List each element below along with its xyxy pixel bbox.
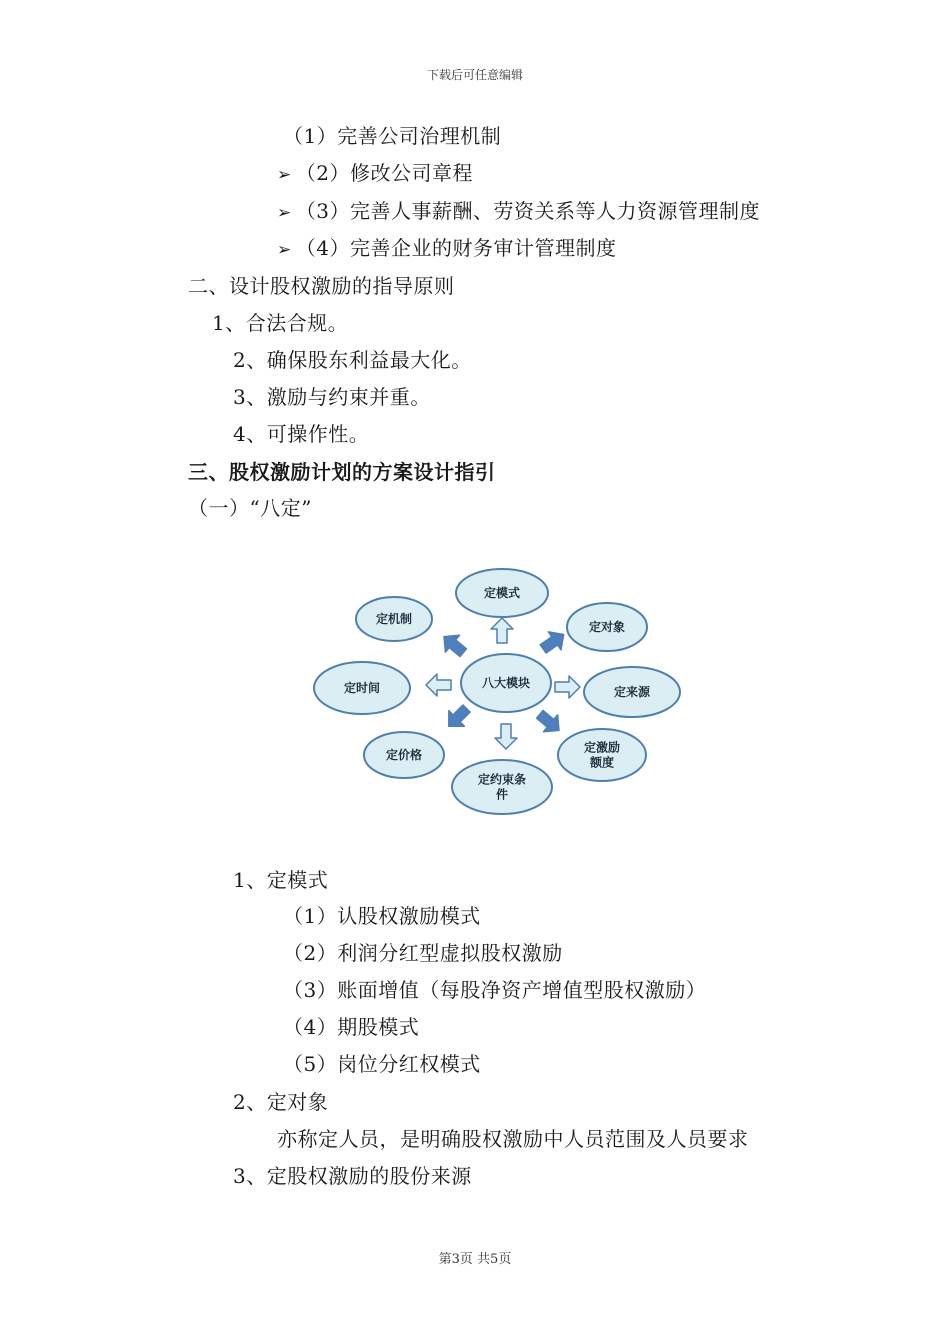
text-content: （4）期股模式 [283,1015,420,1039]
text-content: （2）利润分红型虚拟股权激励 [283,941,563,965]
text-content: （3）完善人事薪酬、劳资关系等人力资源管理制度 [295,199,760,223]
bullet-arrow-icon: ➢ [277,165,292,185]
text-line [283,976,706,1004]
node-condition-label: 定约束条 [477,772,527,787]
node-mechanism-label: 定机制 [375,612,413,626]
text-content: （3）账面增值（每股净资产增值型股权激励） [283,978,707,1002]
page-header: 下载后可任意编辑 [426,68,523,82]
text-line [283,902,481,930]
text-content: 1、定模式 [233,868,329,892]
arrow-amount-icon [533,706,566,739]
text-content: （一）“八定” [188,496,312,520]
arrow-mode-icon [491,618,513,643]
arrow-condition-icon [495,724,517,749]
arrow-source-icon [555,676,580,698]
text-content: 二、设计股权激励的指导原则 [188,274,455,298]
text-line [233,1162,472,1190]
arrow-mechanism-icon [437,628,470,661]
node-amount-label: 定激励 [583,740,621,755]
node-source-label: 定来源 [613,685,651,699]
text-content: （1）完善公司治理机制 [283,124,502,148]
node-time-label: 定时间 [343,681,381,695]
text-line [283,1050,481,1078]
text-line [233,383,431,411]
section-heading [188,458,496,486]
section-heading [188,272,455,300]
text-line [277,197,760,227]
text-content: 2、确保股东利益最大化。 [233,348,472,372]
text-content: 三、股权激励计划的方案设计指引 [188,460,496,484]
text-content: （5）岗位分红权模式 [283,1052,481,1076]
text-line [283,939,563,967]
node-object-label: 定对象 [588,620,626,634]
text-content: （1）认股权激励模式 [283,904,481,928]
text-line [233,420,369,448]
text-content: 2、定对象 [233,1090,329,1114]
arrow-object-icon [537,626,570,658]
arrow-price-icon [441,701,474,734]
node-amount-label: 额度 [589,755,615,770]
bullet-arrow-icon: ➢ [277,240,292,260]
text-content: （2）修改公司章程 [295,161,473,185]
text-line [233,346,472,374]
node-price-label: 定价格 [385,748,423,762]
text-content: 3、定股权激励的股份来源 [233,1164,472,1188]
subsection-heading [188,494,312,522]
text-content: 1、合法合规。 [212,311,349,335]
text-line [233,866,328,894]
eight-modules-diagram [300,560,700,820]
text-line [277,159,473,189]
text-line [212,309,348,337]
text-line [277,1125,749,1153]
node-mode-label: 定模式 [483,586,521,600]
arrow-time-icon [426,674,451,696]
text-content: 4、可操作性。 [233,422,370,446]
text-line [233,1088,328,1116]
text-line [283,1013,419,1041]
bullet-arrow-icon: ➢ [277,203,292,223]
text-line [277,234,616,264]
page-footer: 第3页 共5页 [438,1252,512,1267]
text-line [283,122,501,150]
center-node-label: 八大模块 [481,676,531,690]
text-content: 3、激励与约束并重。 [233,385,431,409]
text-content: 亦称定人员，是明确股权激励中人员范围及人员要求 [277,1127,749,1151]
text-content: （4）完善企业的财务审计管理制度 [295,236,617,260]
node-condition-label: 件 [495,787,509,802]
